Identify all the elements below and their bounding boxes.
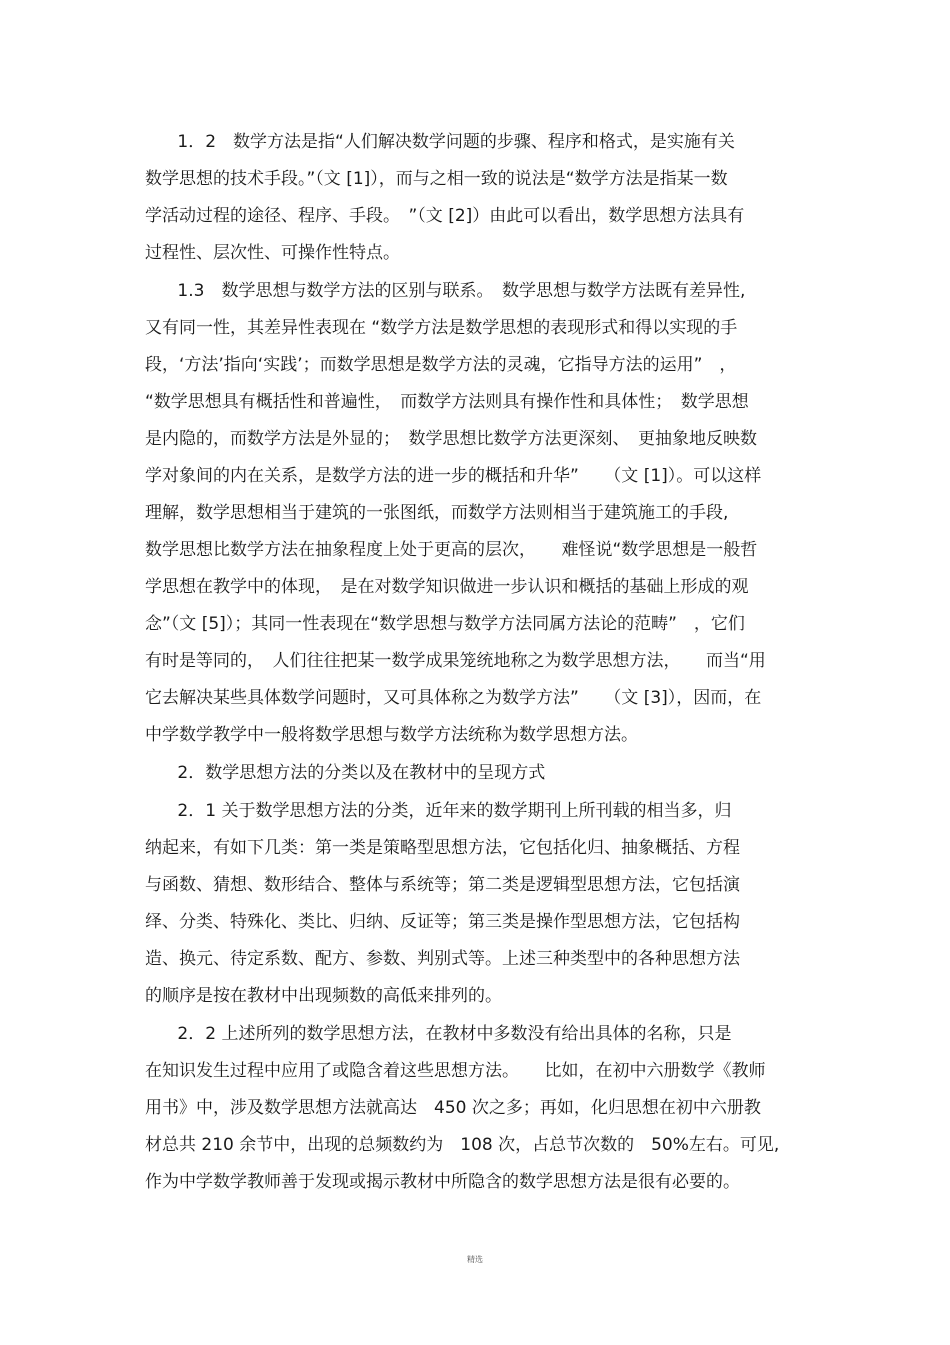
text-line: 2．2 上述所列的数学思想方法，在教材中多数没有给出具体的名称，只是 [145,1024,732,1044]
text-line: 造、换元、待定系数、配方、参数、判别式等。上述三种类型中的各种思想方法 [145,949,740,969]
text-line: 数学思想比数学方法在抽象程度上处于更高的层次， 难怪说“数学思想是一般哲 [145,540,758,560]
text-line: 在知识发生过程中应用了或隐含着这些思想方法。 比如，在初中六册数学《教师 [145,1061,766,1081]
text-line: 作为中学数学教师善于发现或揭示教材中所隐含的数学思想方法是很有必要的。 [145,1172,740,1192]
text-line: 学活动过程的途径、程序、手段。 ”（文 [2]）由此可以看出，数学思想方法具有 [145,206,745,226]
text-line: 2．1 关于数学思想方法的分类，近年来的数学期刊上所刊载的相当多，归 [145,801,732,821]
text-line: 又有同一性，其差异性表现在 “数学方法是数学思想的表现形式和得以实现的手 [145,318,738,338]
text-line: 理解，数学思想相当于建筑的一张图纸，而数学方法则相当于建筑施工的手段, [145,503,729,523]
text-line: 绎、分类、特殊化、类比、归纳、反证等；第三类是操作型思想方法，它包括构 [145,912,740,932]
text-line: 中学数学教学中一般将数学思想与数学方法统称为数学思想方法。 [145,725,638,745]
text-line: 材总共 210 余节中，出现的总频数约为 108 次，占总节次数的 50%左右。可见, [145,1135,780,1155]
text-line: 是内隐的，而数学方法是外显的； 数学思想比数学方法更深刻、 更抽象地反映数 [145,429,757,449]
text-line: 过程性、层次性、可操作性特点。 [145,243,400,263]
text-line: 纳起来，有如下几类：第一类是策略型思想方法，它包括化归、抽象概括、方程 [145,838,740,858]
text-line: 念”（文 [5]）；其同一性表现在“数学思想与数学方法同属方法论的范畴” ，它们 [145,614,745,634]
text-line: 它去解决某些具体数学问题时，又可具体称之为数学方法” （文 [3]），因而，在 [145,688,762,708]
text-line: 的顺序是按在教材中出现频数的高低来排列的。 [145,986,502,1006]
text-line: 1．2 数学方法是指“人们解决数学问题的步骤、程序和格式，是实施有关 [145,132,735,152]
text-line: 1.3 数学思想与数学方法的区别与联系。 数学思想与数学方法既有差异性, [145,281,746,301]
text-line: 用书》中，涉及数学思想方法就高达 450 次之多；再如，化归思想在初中六册教 [145,1098,761,1118]
text-line: 段，‘方法’指向‘实践’；而数学思想是数学方法的灵魂，它指导方法的运用” ， [145,355,737,375]
text-line: “数学思想具有概括性和普遍性， 而数学方法则具有操作性和具体性； 数学思想 [145,392,749,412]
text-line: 与函数、猜想、数形结合、整体与系统等；第二类是逻辑型思想方法，它包括演 [145,875,740,895]
text-line: 学思想在教学中的体现， 是在对数学知识做进一步认识和概括的基础上形成的观 [145,577,749,597]
text-line: 学对象间的内在关系，是数学方法的进一步的概括和升华” （文 [1]）。可以这样 [145,466,762,486]
text-line: 2．数学思想方法的分类以及在教材中的呈现方式 [145,763,546,783]
text-line: 数学思想的技术手段。”（文 [1]），而与之相一致的说法是“数学方法是指某一数 [145,169,728,189]
text-line: 有时是等同的， 人们往往把某一数学成果笼统地称之为数学思想方法， 而当“用 [145,651,766,671]
page-footer: 精选 [467,1255,483,1264]
